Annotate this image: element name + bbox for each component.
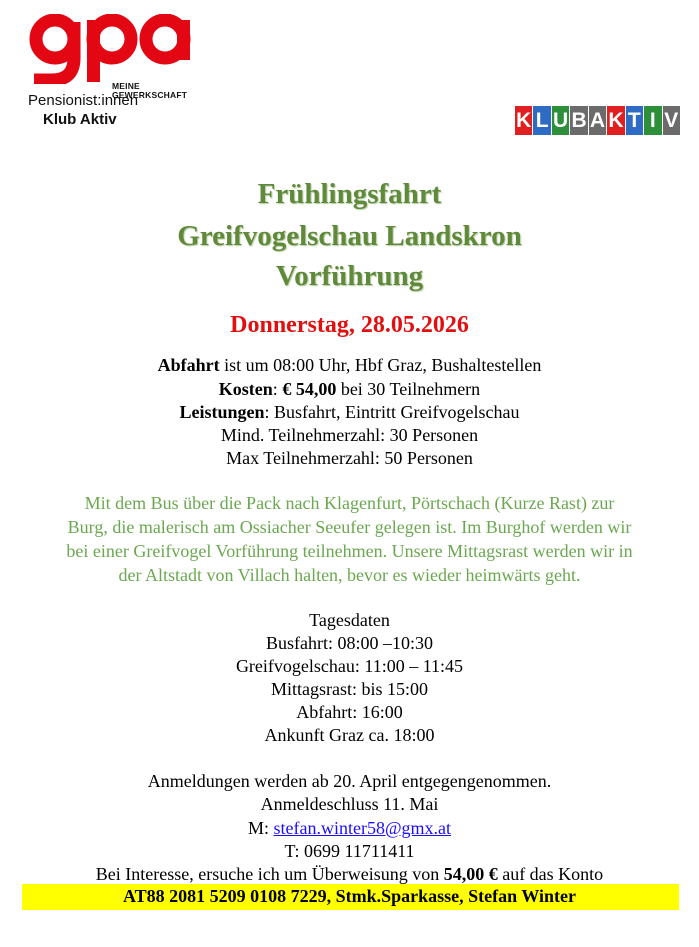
klub-aktiv-letter: K bbox=[607, 106, 624, 135]
min-participants: Mind. Teilnehmerzahl: 30 Personen bbox=[220, 425, 479, 445]
departure-text: ist um 08:00 Uhr, Hbf Graz, Bushaltestellen bbox=[219, 355, 542, 375]
iban-line: AT88 2081 5209 0108 7229, Stmk.Sparkasse, Stefan Winter bbox=[122, 886, 577, 906]
cost-info bbox=[0, 379, 699, 400]
departure-info bbox=[0, 355, 699, 376]
schedule-item: Abfahrt: 16:00 bbox=[296, 702, 403, 722]
schedule-item: Mittagsrast: bis 15:00 bbox=[271, 679, 428, 699]
contact-email bbox=[0, 818, 699, 839]
gpa-logo-mark bbox=[28, 14, 193, 84]
klub-aktiv-letter: K bbox=[515, 106, 532, 135]
title-line-1: Frühlingsfahrt bbox=[257, 178, 442, 210]
cost-value: € 54,00 bbox=[282, 379, 337, 399]
payment-pre: Bei Interesse, ersuche ich um Überweisung von bbox=[95, 864, 444, 884]
registration-deadline: Anmeldeschluss 11. Mai bbox=[260, 794, 439, 814]
services-text: : Busfahrt, Eintritt Greifvogelschau bbox=[264, 402, 520, 422]
org-club-name: Klub Aktiv bbox=[43, 111, 117, 128]
cost-label: Kosten bbox=[218, 379, 273, 399]
klub-aktiv-letter: T bbox=[626, 106, 643, 135]
departure-label: Abfahrt bbox=[157, 355, 220, 375]
title-line-3: Vorführung bbox=[275, 260, 424, 292]
schedule-item: Ankunft Graz ca. 18:00 bbox=[264, 725, 435, 745]
description-line-1: Mit dem Bus über die Pack nach Klagenfurt, Pörtschach (Kurze Rast) zur bbox=[84, 493, 615, 513]
contact-phone: T: 0699 11711411 bbox=[284, 841, 415, 861]
klub-aktiv-letter: L bbox=[533, 106, 550, 135]
klub-aktiv-letter: U bbox=[552, 106, 569, 135]
klub-aktiv-logo bbox=[515, 106, 681, 135]
title-line-2: Greifvogelschau Landskron bbox=[177, 220, 522, 252]
org-name: Pensionist:innen bbox=[28, 92, 139, 109]
event-date: Donnerstag, 28.05.2026 bbox=[230, 312, 469, 338]
email-label: M: bbox=[247, 818, 274, 838]
description-line-3: bei einer Greifvogel Vorführung teilnehmen. Unsere Mittagsrast werden wir in bbox=[66, 541, 633, 561]
klub-aktiv-letter: V bbox=[663, 106, 680, 135]
klub-aktiv-letter: I bbox=[644, 106, 661, 135]
schedule-item: Greifvogelschau: 11:00 – 11:45 bbox=[235, 656, 464, 676]
klub-aktiv-letter: A bbox=[589, 106, 606, 135]
services-info bbox=[0, 402, 699, 423]
gpa-tagline: MEINE GEWERKSCHAFT bbox=[112, 81, 188, 100]
max-participants: Max Teilnehmerzahl: 50 Personen bbox=[226, 448, 473, 468]
payment-post: auf das Konto bbox=[497, 864, 604, 884]
schedule-item: Busfahrt: 08:00 –10:30 bbox=[266, 633, 433, 653]
description-line-4: der Altstadt von Villach halten, bevor es wieder heimwärts geht. bbox=[118, 565, 581, 585]
schedule-heading: Tagesdaten bbox=[309, 610, 390, 630]
services-label: Leistungen bbox=[179, 402, 265, 422]
cost-text: bei 30 Teilnehmern bbox=[336, 379, 481, 399]
payment-amount: 54,00 € bbox=[443, 864, 498, 884]
payment-info bbox=[0, 864, 699, 885]
email-link[interactable]: stefan.winter58@gmx.at bbox=[273, 818, 452, 838]
registration-start: Anmeldungen werden ab 20. April entgegengenommen. bbox=[147, 771, 552, 791]
cost-separator: : bbox=[272, 379, 283, 399]
klub-aktiv-letter: B bbox=[570, 106, 587, 135]
description-line-2: Burg, die malerisch am Ossiacher Seeufer gelegen ist. Im Burghof werden wir bbox=[67, 517, 632, 537]
